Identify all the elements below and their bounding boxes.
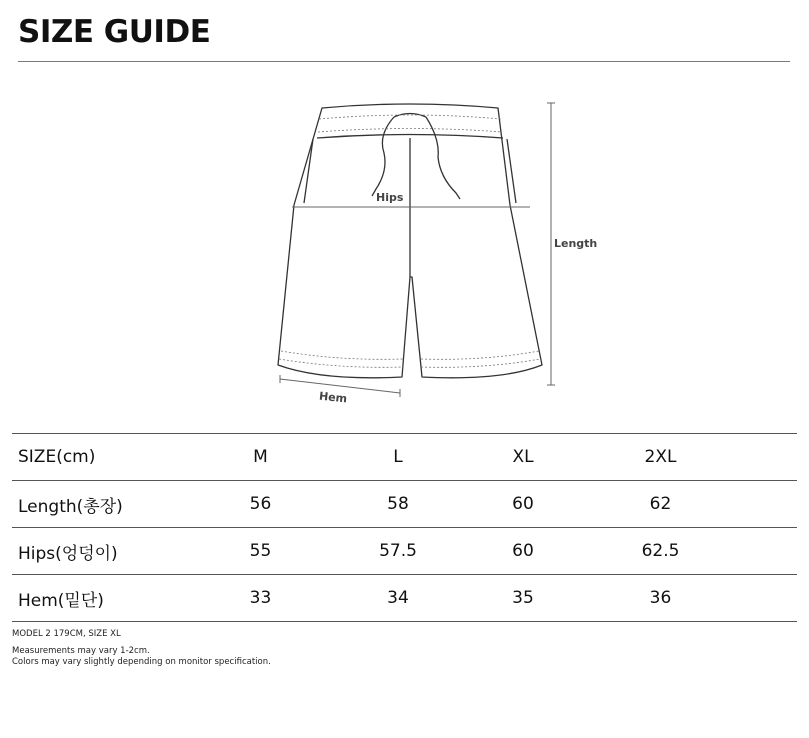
size-table <box>12 433 797 622</box>
title-divider <box>18 61 790 62</box>
hem-label: Hem <box>318 389 348 406</box>
table-row <box>12 575 797 622</box>
row-label-hips: Hips(엉덩이) <box>12 528 208 575</box>
table-cell: 57.5 <box>313 528 483 575</box>
size-header-label: SIZE(cm) <box>12 434 208 481</box>
table-cell: 62 <box>563 481 758 528</box>
model-note: MODEL 2 179CM, SIZE XL <box>12 629 121 639</box>
left-pocket <box>304 139 313 203</box>
table-cell: 60 <box>483 528 563 575</box>
notes <box>12 629 271 668</box>
waistband-line <box>317 135 503 139</box>
size-header-2xl: 2XL <box>563 434 758 481</box>
table-cell: 33 <box>208 575 313 622</box>
shorts-illustration <box>270 95 670 415</box>
row-label-length: Length(총장) <box>12 481 208 528</box>
measurement-note: Measurements may vary 1-2cm. <box>12 646 150 656</box>
shorts-diagram <box>270 95 670 415</box>
table-cell: 35 <box>483 575 563 622</box>
size-header-l: L <box>313 434 483 481</box>
hips-label: Hips <box>376 191 404 204</box>
table-cell: 58 <box>313 481 483 528</box>
size-header-m: M <box>208 434 313 481</box>
length-label: Length <box>554 237 598 250</box>
table-cell: 34 <box>313 575 483 622</box>
table-row <box>12 481 797 528</box>
table-cell: 55 <box>208 528 313 575</box>
table-header-row <box>12 434 797 481</box>
color-note: Colors may vary slightly depending on monitor specification. <box>12 657 271 667</box>
table-cell: 60 <box>483 481 563 528</box>
page-title: SIZE GUIDE <box>18 14 211 50</box>
size-header-xl: XL <box>483 434 563 481</box>
table-row <box>12 528 797 575</box>
row-label-hem: Hem(밑단) <box>12 575 208 622</box>
table-cell: 56 <box>208 481 313 528</box>
table-cell: 36 <box>563 575 758 622</box>
table-cell: 62.5 <box>563 528 758 575</box>
